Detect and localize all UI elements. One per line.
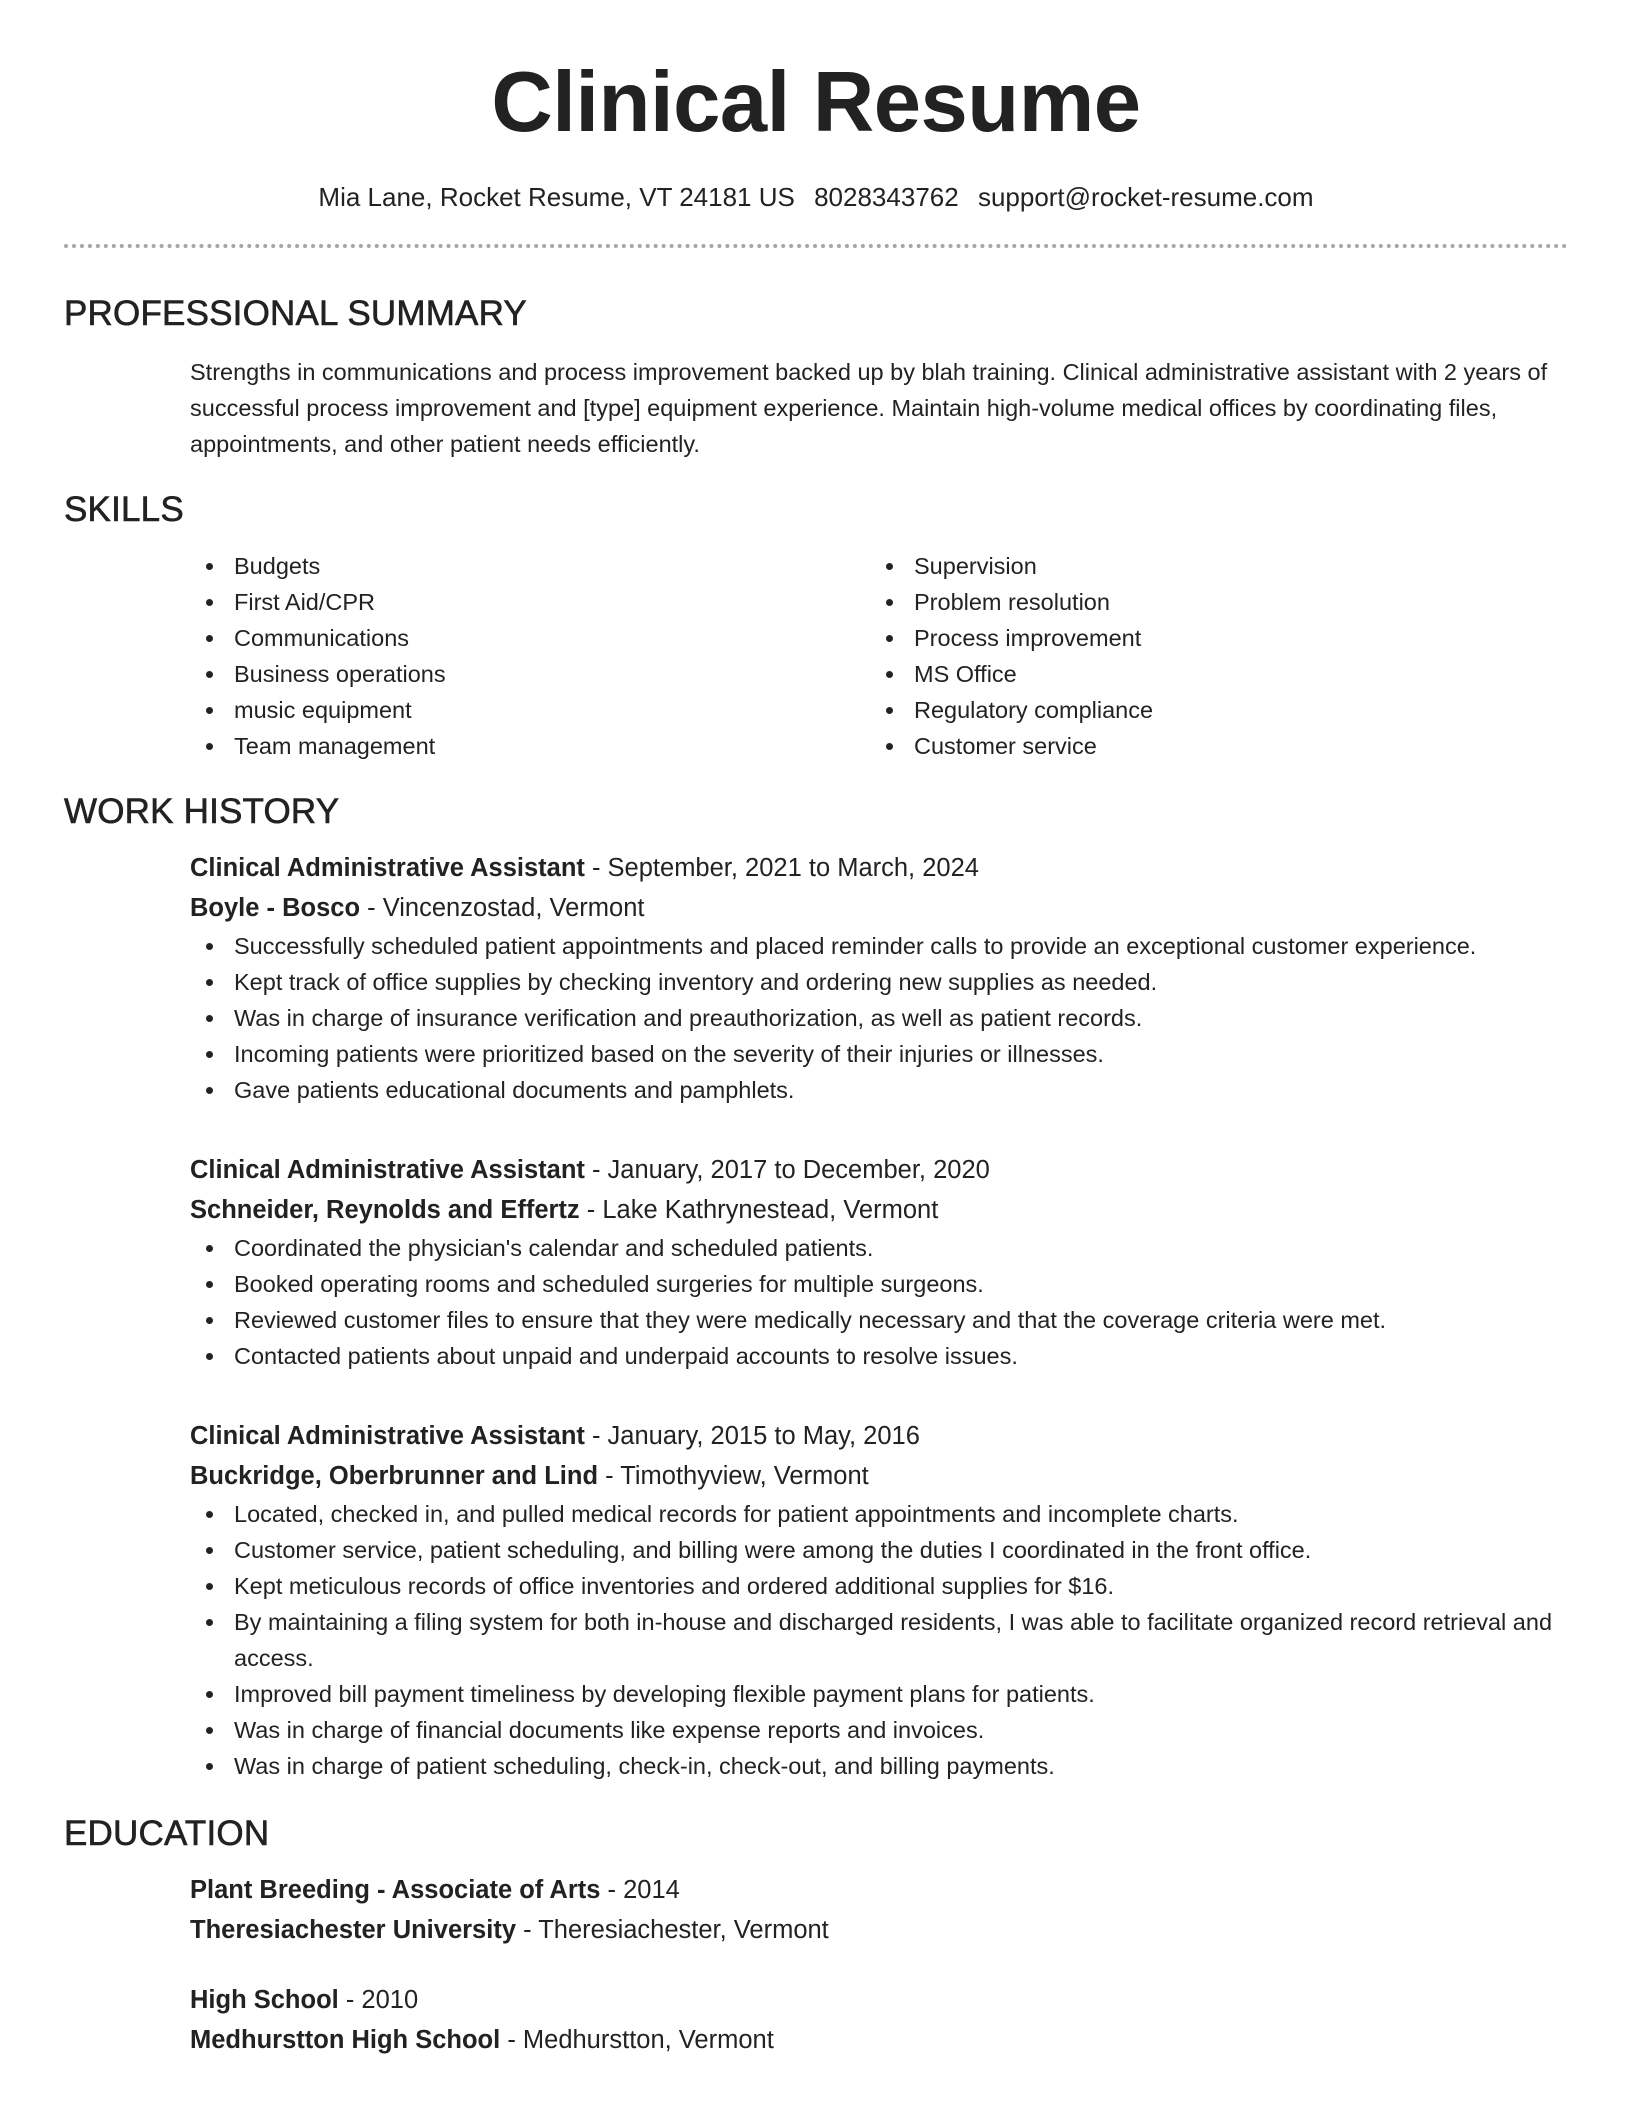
job-duty: By maintaining a filing system for both in-house and discharged residents, I was able to facilitate organized record retrieval and access. [190, 1604, 1568, 1676]
job-dates: - September, 2021 to March, 2024 [584, 854, 979, 882]
job-company-line [190, 1456, 1568, 1496]
contact-phone[interactable]: 8028343762 [814, 182, 959, 212]
school-line [190, 1910, 1568, 1950]
skill-item: First Aid/CPR [190, 584, 870, 620]
job-duty: Coordinated the physician's calendar and scheduled patients. [190, 1230, 1568, 1266]
job-duty: Incoming patients were prioritized based on the severity of their injuries or illnesses. [190, 1036, 1568, 1072]
job-duty: Was in charge of insurance verification and preauthorization, as well as patient records. [190, 1000, 1568, 1036]
job-company-line [190, 1190, 1568, 1230]
skill-item: music equipment [190, 692, 870, 728]
summary-section [64, 294, 1568, 462]
job-dates: - January, 2017 to December, 2020 [584, 1156, 990, 1184]
skills-heading: SKILLS [64, 490, 184, 529]
job-entry [190, 1416, 1568, 1784]
job-dates: - January, 2015 to May, 2016 [584, 1422, 920, 1450]
job-duty: Kept track of office supplies by checking inventory and ordering new supplies as needed. [190, 964, 1568, 1000]
job-title: Clinical Administrative Assistant [190, 1156, 585, 1184]
contact-line [64, 182, 1568, 212]
job-duty: Kept meticulous records of office inventories and ordered additional supplies for $16. [190, 1568, 1568, 1604]
job-location: - Lake Kathrynestead, Vermont [579, 1196, 939, 1224]
job-title-line [190, 1150, 1568, 1190]
job-location: - Vincenzostad, Vermont [360, 894, 645, 922]
education-entry [190, 1870, 1568, 1950]
job-entry [190, 1150, 1568, 1374]
skill-item: Budgets [190, 548, 870, 584]
job-title: Clinical Administrative Assistant [190, 854, 585, 882]
skill-item: Problem resolution [870, 584, 1550, 620]
job-duty: Customer service, patient scheduling, and billing were among the duties I coordinated in the front office. [190, 1532, 1568, 1568]
job-title-line [190, 1416, 1568, 1456]
resume-title: Clinical Resume [491, 55, 1141, 150]
education-section [64, 1814, 1568, 2060]
work-history-section [64, 792, 1568, 1784]
job-company: Schneider, Reynolds and Effertz [190, 1196, 580, 1224]
resume-header [64, 0, 1568, 248]
degree-year: - 2010 [338, 1986, 419, 2014]
skills-grid [190, 548, 1568, 764]
job-company-line [190, 888, 1568, 928]
skill-item: Business operations [190, 656, 870, 692]
job-duty: Successfully scheduled patient appointments and placed reminder calls to provide an exceptional customer experience. [190, 928, 1568, 964]
skills-column-right [870, 548, 1550, 764]
education-heading: EDUCATION [64, 1814, 270, 1853]
job-duties-list [190, 1496, 1568, 1784]
job-duty: Contacted patients about unpaid and underpaid accounts to resolve issues. [190, 1338, 1568, 1374]
job-title: Clinical Administrative Assistant [190, 1422, 585, 1450]
job-duties-list [190, 928, 1568, 1108]
job-entry [190, 848, 1568, 1108]
school-line [190, 2020, 1568, 2060]
school: Theresiachester University [190, 1916, 516, 1944]
job-duty: Gave patients educational documents and pamphlets. [190, 1072, 1568, 1108]
job-duty: Located, checked in, and pulled medical records for patient appointments and incomplete charts. [190, 1496, 1568, 1532]
work-history-body [64, 848, 1568, 1784]
school-location: - Theresiachester, Vermont [516, 1916, 829, 1944]
school: Medhurstton High School [190, 2026, 501, 2054]
skills-column-left [190, 548, 870, 764]
job-company: Buckridge, Oberbrunner and Lind [190, 1462, 599, 1490]
skill-item: Customer service [870, 728, 1550, 764]
contact-email[interactable]: support@rocket-resume.com [977, 182, 1314, 212]
degree-line [190, 1870, 1568, 1910]
school-location: - Medhurstton, Vermont [500, 2026, 774, 2054]
job-title-line [190, 848, 1568, 888]
skills-list-left [190, 548, 870, 764]
contact-address: Mia Lane, Rocket Resume, VT 24181 US [318, 182, 795, 212]
education-entry [190, 1980, 1568, 2060]
header-divider [64, 244, 1568, 248]
skills-list-right [870, 548, 1550, 764]
skills-body [64, 548, 1568, 764]
summary-text: Strengths in communications and process improvement backed up by blah training. Clinical administrative assistant with 2 years of successful process improvement and [type] equipment experience. Maintain high-volume medical offices by coordinating files, appointments, and other patient needs efficiently. [190, 359, 1548, 457]
degree: High School [190, 1986, 339, 2014]
skill-item: Process improvement [870, 620, 1550, 656]
education-body [64, 1870, 1568, 2060]
skills-section [64, 490, 1568, 764]
work-history-heading: WORK HISTORY [64, 792, 340, 831]
degree-year: - 2014 [600, 1876, 680, 1904]
skill-item: MS Office [870, 656, 1550, 692]
job-duty: Was in charge of patient scheduling, check-in, check-out, and billing payments. [190, 1748, 1568, 1784]
job-duty: Reviewed customer files to ensure that they were medically necessary and that the coverage criteria were met. [190, 1302, 1568, 1338]
job-duty: Improved bill payment timeliness by developing flexible payment plans for patients. [190, 1676, 1568, 1712]
summary-body [64, 354, 1568, 462]
skill-item: Regulatory compliance [870, 692, 1550, 728]
summary-heading: PROFESSIONAL SUMMARY [64, 294, 527, 333]
job-company: Boyle - Bosco [190, 894, 361, 922]
job-duty: Was in charge of financial documents like expense reports and invoices. [190, 1712, 1568, 1748]
job-location: - Timothyview, Vermont [598, 1462, 869, 1490]
job-duties-list [190, 1230, 1568, 1374]
skill-item: Communications [190, 620, 870, 656]
skill-item: Team management [190, 728, 870, 764]
job-duty: Booked operating rooms and scheduled surgeries for multiple surgeons. [190, 1266, 1568, 1302]
skill-item: Supervision [870, 548, 1550, 584]
degree-line [190, 1980, 1568, 2020]
degree: Plant Breeding - Associate of Arts [190, 1876, 601, 1904]
